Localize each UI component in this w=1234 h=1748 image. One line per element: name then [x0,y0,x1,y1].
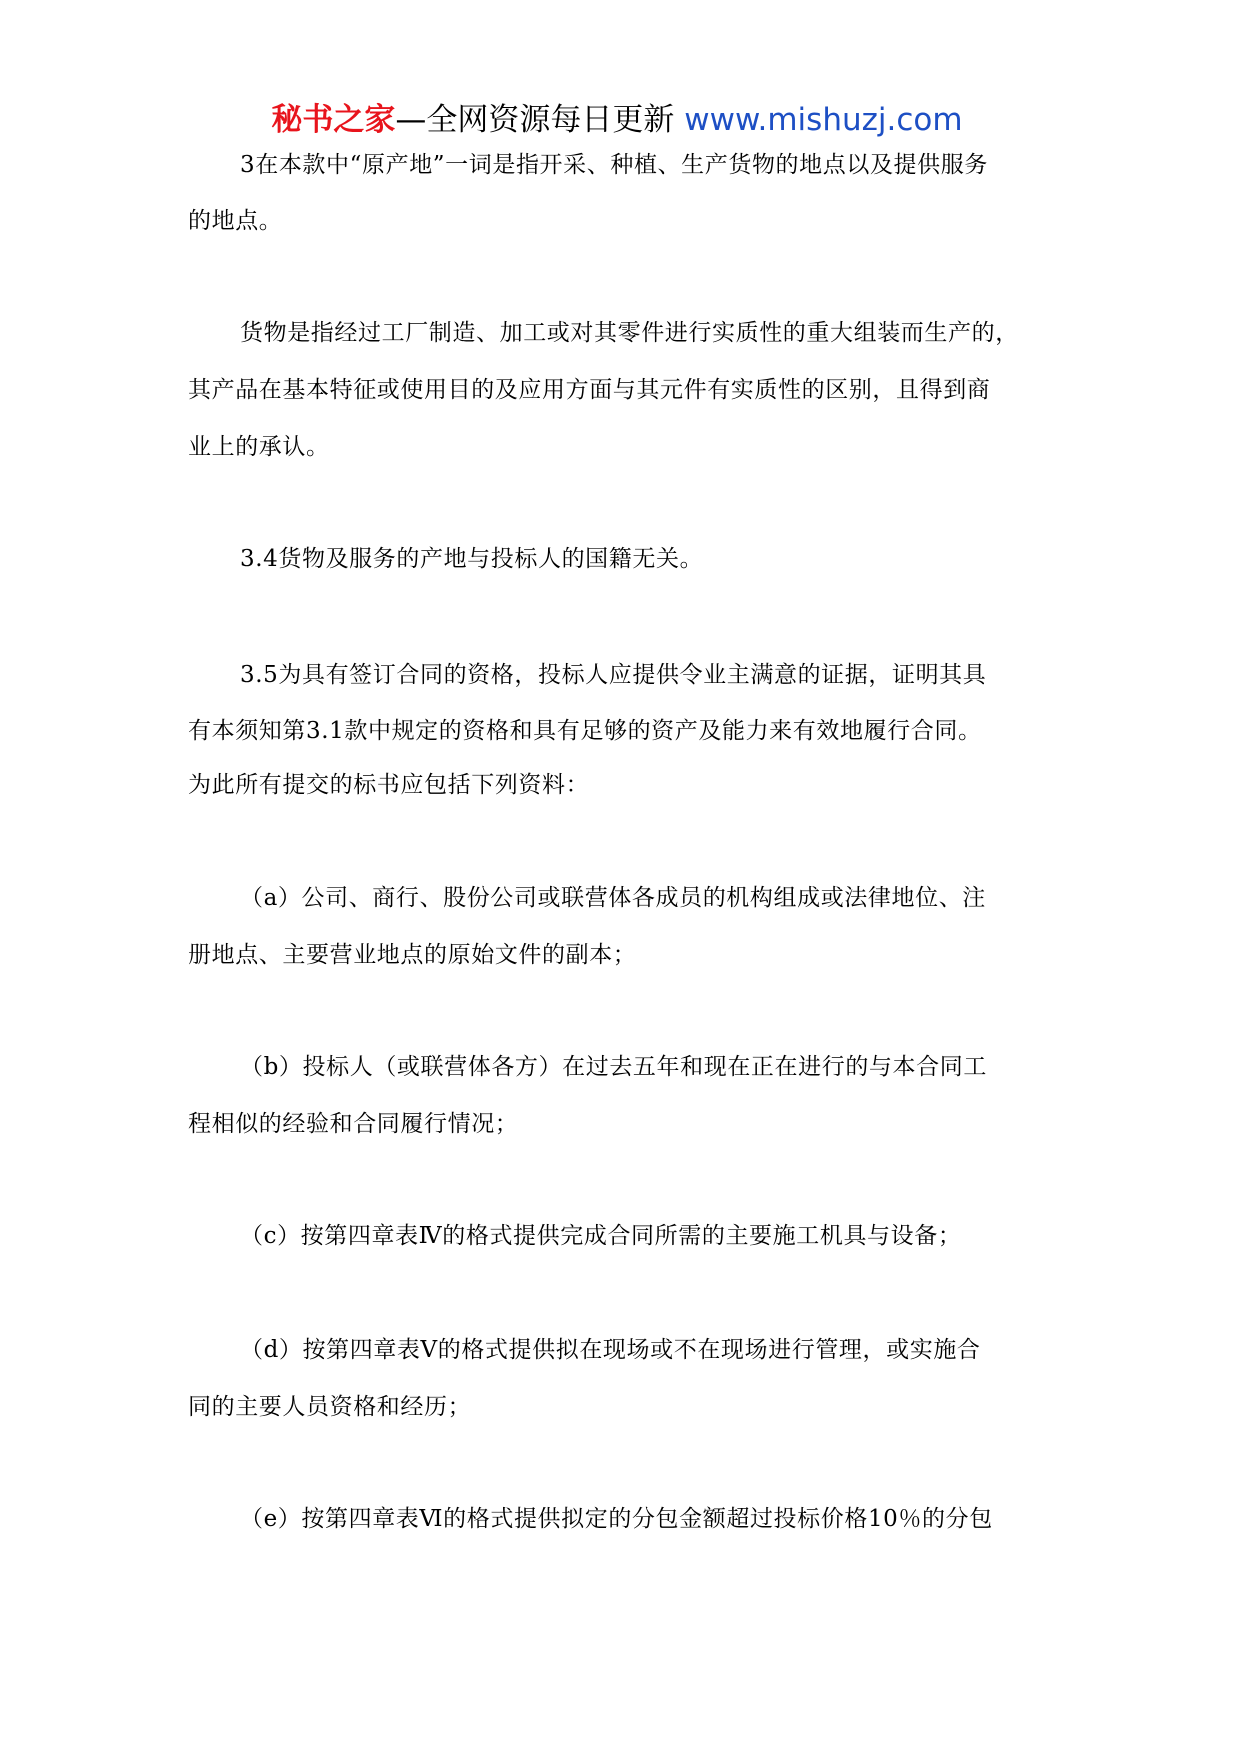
paragraph-line: （d）按第四章表Ⅴ的格式提供拟在现场或不在现场进行管理，或实施合 [240,1337,981,1363]
paragraph-line: 其产品在基本特征或使用目的及应用方面与其元件有实质性的区别，且得到商 [188,377,991,403]
paragraph-line: 有本须知第3.1款中规定的资格和具有足够的资产及能力来有效地履行合同。 [188,718,982,744]
paragraph-line: 3.5为具有签订合同的资格，投标人应提供令业主满意的证据，证明其具 [240,662,987,688]
paragraph-line: 同的主要人员资格和经历； [188,1394,472,1420]
paragraph-line: （b）投标人（或联营体各方）在过去五年和现在正在进行的与本合同工 [240,1054,987,1080]
paragraph-line: 册地点、主要营业地点的原始文件的副本； [188,942,637,968]
paragraph-line: （c）按第四章表Ⅳ的格式提供完成合同所需的主要施工机具与设备； [240,1223,962,1249]
site-slogan: —全网资源每日更新 [395,102,685,138]
paragraph-line: （e）按第四章表Ⅵ的格式提供拟定的分包金额超过投标价格10％的分包 [240,1506,993,1532]
paragraph-line: （a）公司、商行、股份公司或联营体各成员的机构组成或法律地位、注 [240,885,986,911]
paragraph-line: 3在本款中“原产地”一词是指开采、种植、生产货物的地点以及提供服务 [240,152,988,178]
site-url-link[interactable]: www.mishuzj.com [684,102,963,138]
paragraph-line: 为此所有提交的标书应包括下列资料： [188,772,590,798]
paragraph-line: 货物是指经过工厂制造、加工或对其零件进行实质性的重大组装而生产的， [240,320,1019,346]
paragraph-line: 业上的承认。 [188,434,330,460]
paragraph-line: 程相似的经验和合同履行情况； [188,1111,519,1137]
paragraph-line: 的地点。 [188,208,283,234]
paragraph-line: 3.4货物及服务的产地与投标人的国籍无关。 [240,546,704,572]
site-brand: 秘书之家 [271,102,396,138]
